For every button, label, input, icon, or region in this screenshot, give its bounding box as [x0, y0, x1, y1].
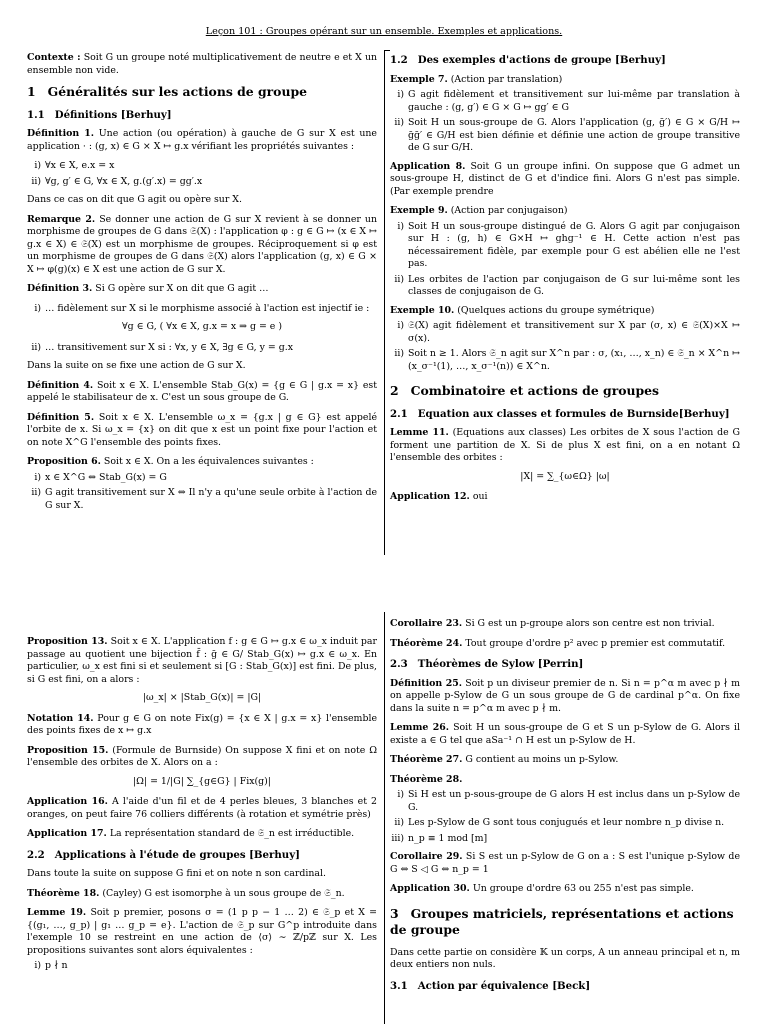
section-1-heading — [27, 84, 377, 101]
lemma-26 — [390, 722, 740, 747]
subsection-title: Théorèmes de Sylow [Perrin] — [417, 658, 584, 670]
definition-text: Soit p un diviseur premier de n. Si n = p^α m avec p ∤ m on appelle p-Sylow de G un sous groupe de G de cardinal p^α. On fixe dans la suite n = p^α m avec p ∤ m. — [390, 677, 740, 714]
subsection-title: Des exemples d'actions de groupe [Berhuy] — [417, 54, 666, 66]
theorem-label: Théorème 18. — [27, 887, 100, 899]
example-7-list — [390, 89, 740, 155]
theorem-label: Théorème 28. — [390, 773, 463, 785]
list-item — [27, 960, 377, 973]
subsection-title: Equation aux classes et formules de Burnside[Berhuy] — [417, 407, 730, 420]
application-label: Application 30. — [390, 883, 470, 895]
example-7 — [390, 74, 740, 87]
proposition-text: Soit x ∈ X. On a les équivalences suivantes : — [103, 456, 314, 468]
subsection-number: 2.2 — [27, 848, 45, 861]
subsection-number: 1.1 — [27, 108, 45, 121]
definition-3 — [27, 283, 377, 296]
application-text: Soit G un groupe infini. On suppose que G admet un sous-groupe H, distinct de G et d'indice fini. Alors G n'est pas simple. (Par exemple prendre — [390, 160, 740, 197]
context-text: Soit G un groupe noté multiplicativement de neutre e et X un ensemble non vide. — [27, 52, 378, 76]
item-text: … transitivement sur X si : ∀x, y ∈ X, ∃g ∈ G, y = g.x — [45, 341, 293, 353]
theorem-text: Tout groupe d'ordre p² avec p premier est commutatif. — [465, 637, 726, 649]
proposition-label: Proposition 6. — [27, 456, 101, 468]
section-number: 1 — [27, 84, 36, 99]
subsection-title: Applications à l'étude de groupes [Berhuy] — [54, 848, 300, 861]
list-item — [27, 342, 377, 355]
item-label: ii) — [394, 117, 404, 129]
proposition-text: (Formule de Burnside) On suppose X fini et on note Ω l'ensemble des orbites de X. Alors on a : — [27, 744, 377, 768]
notation-text: Pour g ∈ G on note Fix(g) = {x ∈ X | g.x = x} l'ensemble des points fixes de x ↦ g.x — [27, 712, 377, 736]
lemma-text: Soit H un sous-groupe de G et S un p-Sylow de G. Alors il existe a ∈ G tel que aSa⁻¹ ∩ H est un p-Sylow de H. — [390, 722, 741, 746]
list-item — [27, 303, 377, 316]
application-30 — [390, 883, 740, 896]
example-9-list — [390, 221, 740, 299]
list-item — [390, 817, 740, 830]
item-text: G agit fidèlement et transitivement sur lui-même par translation à gauche : (g, g′) ∈ G × G ↦ gg′ ∈ G — [408, 89, 740, 113]
list-item — [27, 472, 377, 485]
application-text: Un groupe d'ordre 63 ou 255 n'est pas simple. — [472, 883, 694, 895]
list-item — [390, 348, 740, 373]
item-label: i) — [34, 302, 41, 314]
subsection-2-2-heading — [27, 849, 377, 863]
subsection-number: 3.1 — [390, 979, 408, 992]
corollary-text: Si S est un p-Sylow de G on a : S est l'unique p-Sylow de G ⇔ S ◁ G ⇔ n_p = 1 — [390, 851, 740, 875]
theorem-24 — [390, 638, 740, 651]
list-item — [390, 89, 740, 114]
remark-label: Remarque 2. — [27, 213, 96, 225]
theorem-label: Théorème 24. — [390, 637, 463, 649]
application-label: Application 16. — [27, 796, 108, 807]
column-rule-bottom — [384, 612, 385, 1024]
application-8 — [390, 161, 740, 199]
column-left-bottom — [27, 636, 377, 979]
item-text: Les orbites de l'action par conjugaison de G sur lui-même sont les classes de conjugaison de G. — [408, 273, 740, 298]
context-paragraph — [27, 52, 377, 77]
corollary-23 — [390, 618, 740, 631]
item-text: x ∈ X^G ⇔ Stab_G(x) = G — [45, 471, 167, 483]
context-label: Contexte : — [27, 52, 81, 63]
definition-text: Une action (ou opération) à gauche de G sur X est une application · : (g, x) ∈ G × X ↦ g.x vérifiant les propriétés suivantes : — [27, 128, 377, 152]
column-rule-top — [384, 50, 385, 555]
item-label: ii) — [394, 817, 404, 829]
list-item — [390, 274, 740, 299]
item-label: iii) — [391, 832, 404, 844]
display-equation: |Ω| = 1/|G| ∑_{g∈G} | Fix(g)| — [133, 775, 271, 787]
item-text: Si H est un p-sous-groupe de G alors H est inclus dans un p-Sylow de G. — [408, 789, 740, 813]
definition-text: Si G opère sur X on dit que G agit … — [95, 283, 269, 295]
example-10 — [390, 305, 740, 318]
definition-label: Définition 1. — [27, 128, 95, 140]
item-text: Les p-Sylow de G sont tous conjugués et leur nombre n_p divise n. — [408, 817, 725, 829]
definition-3-list-cont — [27, 342, 377, 355]
item-label: i) — [397, 89, 404, 101]
display-equation: |X| = ∑_{ω∈Ω} |ω| — [520, 470, 610, 482]
notation-14 — [27, 713, 377, 738]
item-label: i) — [34, 160, 41, 172]
theorem-28 — [390, 774, 740, 787]
item-label: i) — [397, 789, 404, 801]
remark-2 — [27, 214, 377, 277]
item-text: Soit H un sous-groupe de G. Alors l'application (g, ḡ′) ∈ G × G/H ↦ ḡḡ′ ∈ G/H est bien définie et définie une action de groupe transitive de G sur G/H. — [408, 117, 740, 154]
definition-text: Soit x ∈ X. L'ensemble ω_x = {g.x | g ∈ G} est appelé l'orbite de x. Si ω_x = {x} on dit que x est un point fixe pour l'action et on note X^G l'ensemble des points fixes. — [27, 411, 377, 448]
list-item — [390, 833, 740, 846]
item-text: Soit H un sous-groupe distingué de G. Alors G agit par conjugaison sur H : (g, h) ∈ G×H ↦ ghg⁻¹ ∈ H. Cette action n'est pas nécessairement fidèle, par exemple pour G est abélien elle ne l'est pas. — [408, 220, 740, 270]
lemma-label: Lemme 19. — [27, 907, 87, 919]
example-text: (Quelques actions du groupe symétrique) — [457, 304, 655, 316]
item-label: ii) — [394, 348, 404, 360]
definition-label: Définition 25. — [390, 677, 463, 689]
application-17 — [27, 828, 377, 841]
column-right-bottom — [390, 618, 740, 999]
proposition-13 — [27, 636, 377, 686]
definition-1 — [27, 128, 377, 153]
column-rule-top-tick — [384, 50, 390, 51]
item-label: ii) — [31, 175, 41, 187]
definition-5 — [27, 412, 377, 450]
item-text: p ∤ n — [45, 960, 68, 972]
item-text: … fidèlement sur X si le morphisme associé à l'action est injectif ie : — [45, 302, 370, 314]
item-text: G agit transitivement sur X ⇔ Il n'y a qu'une seule orbite à l'action de G sur X. — [45, 487, 377, 511]
theorem-label: Théorème 27. — [390, 754, 463, 766]
lemma-text: Soit p premier, posons σ = (1 p p − 1 … 2) ∈ 𝔖_p et X = {(g₁, …, g_p) | g₁ … g_p = e}. L'action de 𝔖_p sur G^p introduite dans l'exemple 10 se restreint en une action de ⟨σ⟩ ∼ ℤ/pℤ sur X. Les propositions suivantes sont alors équivalentes : — [27, 907, 378, 956]
proposition-6-list — [27, 472, 377, 513]
subsection-2-1-heading — [390, 408, 740, 422]
subsection-1-1-heading — [27, 109, 377, 123]
theorem-28-list — [390, 789, 740, 845]
display-equation: ∀g ∈ G, ( ∀x ∈ X, g.x = x ⇒ g = e ) — [122, 321, 282, 333]
lemma-text: (Equations aux classes) Les orbites de X sous l'action de G forment une partition de X. Si de plus X est fini, on a en notant Ω l'ensemble des orbites : — [390, 427, 741, 464]
item-text: n_p ≡ 1 mod [m] — [408, 832, 488, 844]
theorem-text: (Cayley) G est isomorphe à un sous groupe de 𝔖_n. — [102, 887, 345, 899]
proposition-label: Proposition 15. — [27, 744, 109, 756]
proposition-15 — [27, 745, 377, 770]
definition-3-after: Dans la suite on se fixe une action de G sur X. — [27, 360, 246, 372]
section-title: Groupes matriciels, représentations et actions de groupe — [390, 905, 734, 938]
subsection-2-3-heading — [390, 658, 740, 672]
item-text: Soit n ≥ 1. Alors 𝔖_n agit sur X^n par : σ, (x₁, …, x_n) ∈ 𝔖_n × X^n ↦ (x_σ⁻¹(1), …, x_σ⁻¹(n)) ∈ X^n. — [408, 348, 740, 372]
definition-4 — [27, 380, 377, 405]
subsection-number: 2.3 — [390, 658, 408, 670]
application-label: Application 12. — [390, 491, 470, 503]
definition-1-after: Dans ce cas on dit que G agit ou opère sur X. — [27, 194, 242, 206]
proposition-6 — [27, 456, 377, 469]
example-label: Exemple 7. — [390, 73, 448, 85]
column-right-top — [390, 52, 740, 511]
lemma-19 — [27, 907, 377, 957]
item-label: i) — [397, 320, 404, 332]
example-9 — [390, 205, 740, 218]
section-number: 2 — [390, 383, 399, 399]
list-item — [27, 176, 377, 189]
proposition-label: Proposition 13. — [27, 636, 108, 647]
subsection-number: 2.1 — [390, 407, 408, 420]
definition-1-list — [27, 160, 377, 188]
definition-label: Définition 3. — [27, 283, 93, 295]
subsection-title: Définitions [Berhuy] — [54, 108, 172, 121]
section-number: 3 — [390, 905, 399, 921]
column-left-top — [27, 52, 377, 518]
definition-3-list — [27, 303, 377, 316]
list-item — [390, 320, 740, 345]
definition-label: Définition 5. — [27, 411, 95, 423]
theorem-18 — [27, 888, 377, 901]
proposition-text: Soit x ∈ X. L'application f : g ∈ G ↦ g.x ∈ ω_x induit par passage au quotient une bijection f̄ : ḡ ∈ G/ Stab_G(x) ↦ g.x ∈ ω_x. En particulier, ω_x est fini si et seulement si [G : Stab_G(x)] est fini. De plus, si G est fini, on a alors : — [27, 636, 378, 685]
application-16 — [27, 796, 377, 821]
example-label: Exemple 9. — [390, 205, 448, 217]
application-label: Application 8. — [390, 160, 466, 172]
item-label: i) — [34, 471, 41, 483]
example-label: Exemple 10. — [390, 304, 455, 316]
application-text: A l'aide d'un fil et de 4 perles bleues, 3 blanches et 2 oranges, on peut faire 76 colliers différents (à rotation et symétrie près) — [27, 796, 378, 820]
section-3-intro: Dans cette partie on considère 𝕂 un corps, A un anneau principal et n, m deux entiers non nuls. — [390, 946, 740, 971]
subsection-title: Action par équivalence [Beck] — [417, 979, 591, 992]
theorem-27 — [390, 754, 740, 767]
subsection-3-1-heading — [390, 980, 740, 994]
example-10-list — [390, 320, 740, 373]
application-text: oui — [472, 491, 488, 503]
item-text: ∀x ∈ X, e.x = x — [45, 160, 115, 172]
lemma-11 — [390, 427, 740, 465]
definition-label: Définition 4. — [27, 379, 94, 391]
list-item — [390, 117, 740, 155]
subsection-number: 1.2 — [390, 54, 408, 66]
item-label: ii) — [394, 273, 404, 285]
corollary-29 — [390, 851, 740, 876]
corollary-label: Corollaire 29. — [390, 851, 463, 863]
example-text: (Action par conjugaison) — [450, 205, 568, 217]
section-title: Combinatoire et actions de groupes — [410, 383, 660, 399]
item-text: 𝔖(X) agit fidèlement et transitivement sur X par (σ, x) ∈ 𝔖(X)×X ↦ σ(x). — [408, 320, 740, 344]
corollary-text: Si G est un p-groupe alors son centre est non trivial. — [465, 618, 715, 629]
item-text: ∀g, g′ ∈ G, ∀x ∈ X, g.(g′.x) = gg′.x — [45, 175, 203, 187]
definition-text: Soit x ∈ X. L'ensemble Stab_G(x) = {g ∈ G | g.x = x} est appelé le stabilisateur de x. C'est un sous groupe de G. — [27, 379, 377, 404]
display-equation: |ω_x| × |Stab_G(x)| = |G| — [142, 692, 262, 703]
item-label: i) — [34, 960, 41, 972]
example-text: (Action par translation) — [450, 73, 563, 85]
list-item — [390, 221, 740, 271]
remark-text: Se donner une action de G sur X revient à se donner un morphisme de groupes de G dans 𝔖(X) : l'application φ : g ∈ G ↦ (x ∈ X ↦ g.x ∈ X) ∈ 𝔖(X) est un morphisme de groupes. Réciproquement si φ est un morphisme de groupes de G dans 𝔖(X) alors l'application (g, x) ∈ G × X ↦ φ(g)(x) ∈ X est une action de G sur X. — [27, 213, 378, 275]
subsection-1-2-heading — [390, 54, 740, 68]
section-2-heading — [390, 383, 740, 400]
theorem-text: G contient au moins un p-Sylow. — [465, 754, 619, 766]
lemma-label: Lemme 26. — [390, 722, 450, 734]
application-text: La représentation standard de 𝔖_n est irréductible. — [109, 828, 355, 839]
definition-25 — [390, 678, 740, 716]
corollary-label: Corollaire 23. — [390, 618, 463, 629]
page-title: Leçon 101 : Groupes opérant sur un ensemble. Exemples et applications. — [205, 26, 563, 37]
application-12 — [390, 491, 740, 504]
item-label: ii) — [31, 341, 41, 353]
lemma-label: Lemme 11. — [390, 427, 449, 439]
application-label: Application 17. — [27, 828, 107, 839]
list-item — [390, 789, 740, 814]
list-item — [27, 487, 377, 512]
section-3-heading — [390, 906, 740, 939]
subsection-2-2-intro: Dans toute la suite on suppose G fini et on note n son cardinal. — [27, 868, 326, 880]
item-label: ii) — [31, 487, 41, 499]
lemma-19-list — [27, 960, 377, 973]
item-label: i) — [397, 220, 404, 232]
section-title: Généralités sur les actions de groupe — [47, 84, 307, 99]
list-item — [27, 160, 377, 173]
notation-label: Notation 14. — [27, 712, 94, 724]
